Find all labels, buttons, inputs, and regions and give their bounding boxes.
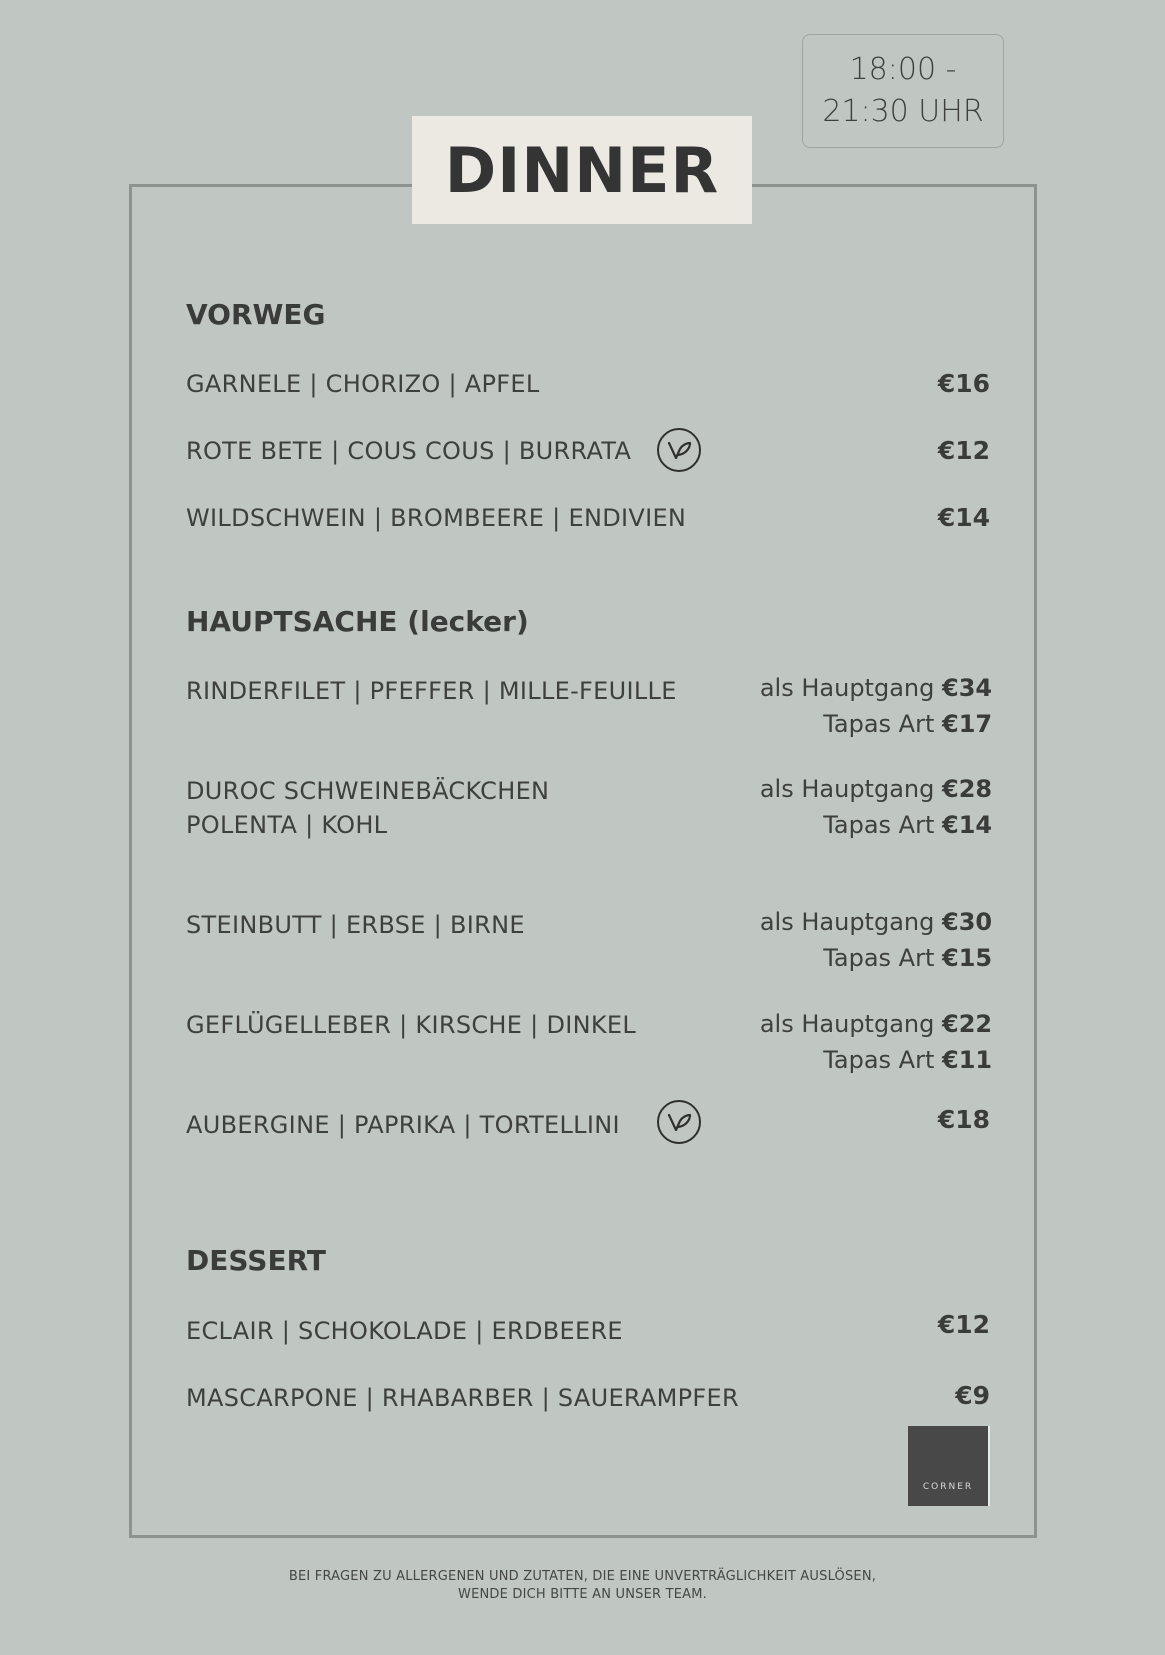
dish-name: RINDERFILET | PFEFFER | MILLE-FEUILLE	[186, 677, 677, 705]
leaf-icon	[657, 428, 701, 472]
dish-name-line2: POLENTA | KOHL	[186, 811, 388, 839]
dish-name: AUBERGINE | PAPRIKA | TORTELLINI	[186, 1111, 620, 1139]
dish-name: GEFLÜGELLEBER | KIRSCHE | DINKEL	[186, 1011, 637, 1039]
dish-name	[186, 774, 549, 842]
restaurant-logo	[908, 1426, 990, 1506]
section-heading-vorweg: VORWEG	[186, 298, 326, 331]
main-course-label: als Hauptgang	[759, 1010, 935, 1038]
dish-price: €12	[937, 436, 990, 465]
allergen-notice-line1: BEI FRAGEN ZU ALLERGENEN UND ZUTATEN, DIE EINE UNVERTRÄGLICHKEIT AUSLÖSEN,	[288, 1569, 877, 1584]
page-title: DINNER	[412, 116, 752, 224]
dish-name: ROTE BETE | COUS COUS | BURRATA	[186, 437, 632, 465]
dish-name: MASCARPONE | RHABARBER | SAUERAMPFER	[186, 1384, 739, 1412]
dish-name: ECLAIR | SCHOKOLADE | ERDBEERE	[186, 1317, 623, 1345]
main-course-price: €28	[942, 775, 993, 803]
tapas-label: Tapas Art	[823, 710, 935, 738]
main-course-label: als Hauptgang	[759, 674, 935, 702]
logo-text: CORNER	[922, 1482, 974, 1492]
opening-hours-line1: 18:00 -	[849, 52, 957, 87]
dish-price-options	[759, 904, 993, 976]
leaf-icon	[657, 1100, 701, 1144]
main-course-label: als Hauptgang	[759, 908, 935, 936]
opening-hours-box	[802, 34, 1004, 148]
main-course-price: €22	[942, 1010, 993, 1038]
dish-name: GARNELE | CHORIZO | APFEL	[186, 370, 540, 398]
dish-price-options	[759, 1006, 993, 1078]
main-course-price: €30	[942, 908, 993, 936]
dish-price: €16	[937, 369, 990, 398]
dish-price: €9	[955, 1381, 990, 1410]
tapas-label: Tapas Art	[823, 1046, 935, 1074]
tapas-price: €14	[942, 811, 993, 839]
section-heading-hauptsache: HAUPTSACHE (lecker)	[186, 605, 529, 638]
dish-name-line1: DUROC SCHWEINEBÄCKCHEN	[186, 777, 550, 805]
tapas-price: €11	[942, 1046, 993, 1074]
dish-price-options	[759, 771, 993, 843]
dish-price-options	[759, 670, 993, 742]
tapas-label: Tapas Art	[823, 944, 935, 972]
dish-name: STEINBUTT | ERBSE | BIRNE	[186, 911, 525, 939]
allergen-notice	[0, 1568, 1165, 1604]
allergen-notice-line2: WENDE DICH BITTE AN UNSER TEAM.	[458, 1587, 707, 1602]
section-heading-dessert: DESSERT	[186, 1244, 326, 1277]
dish-name: WILDSCHWEIN | BROMBEERE | ENDIVIEN	[186, 504, 687, 532]
main-course-price: €34	[942, 674, 993, 702]
main-course-label: als Hauptgang	[759, 775, 935, 803]
opening-hours-line2: 21:30 UHR	[822, 94, 984, 129]
tapas-price: €17	[942, 710, 993, 738]
tapas-price: €15	[942, 944, 993, 972]
tapas-label: Tapas Art	[823, 811, 935, 839]
dish-price: €18	[937, 1105, 990, 1134]
dish-price: €14	[937, 503, 990, 532]
dish-price: €12	[937, 1310, 990, 1339]
